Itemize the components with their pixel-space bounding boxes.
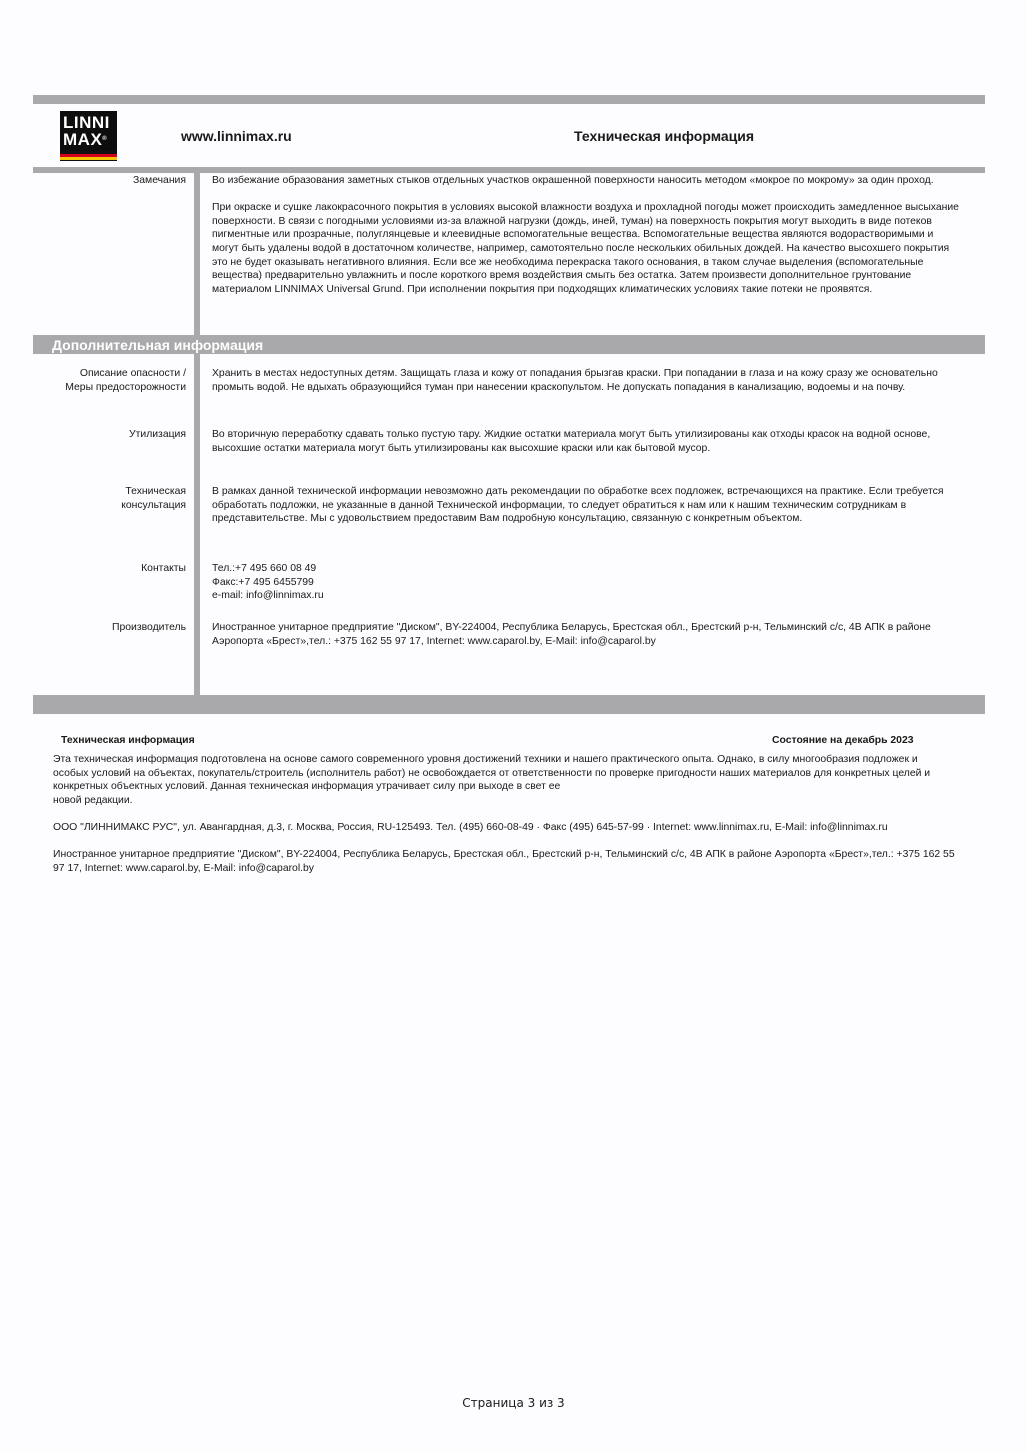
footer-disclaimer: Эта техническая информация подготовлена на основе самого современного уровня достижений техники и нашего практического опыта. Однако, в силу многообразия подложек и особых условий на объектах, покупатель/строитель (исполнитель работ) не освобождается от ответственности по проверке пригодности наших материалов для конкретных целей и конкретных объектных условий. Данная техническая информация утрачивает силу при выходе в свет ее новой редакции. — [53, 754, 931, 806]
disposal-label: Утилизация — [129, 429, 186, 440]
header-top-bar — [33, 95, 985, 104]
footer-company-ru: ООО "ЛИННИМАКС РУС", ул. Авангардная, д.3, г. Москва, Россия, RU-125493. Тел. (495) 660-08-49 · Факс (495) 645-57-99 · Internet: www.linnimax.ru, E-Mail: info@linnimax.ru — [53, 822, 888, 833]
header-title: Техническая информация — [574, 128, 755, 144]
content-bottom-bar — [33, 695, 985, 714]
contacts-label: Контакты — [141, 563, 186, 574]
section-title: Дополнительная информация — [52, 337, 264, 353]
website-url[interactable]: www.linnimax.ru — [181, 128, 292, 144]
contact-fax: Факс:+7 495 6455799 — [212, 576, 314, 588]
footer-status: Состояние на декабрь 2023 — [772, 735, 914, 746]
footer-title: Техническая информация — [61, 735, 195, 746]
header-bottom-bar — [33, 167, 985, 173]
footer-company-by: Иностранное унитарное предприятие "Диском", BY-224004, Республика Беларусь, Брестская обл., Брестский р-н, Тельминский с/с, 4В АПК в районе Аэропорта «Брест»,тел.: +375 162 55 97 17, Internet: www.caparol.by, E-Mail: info@caparol.by — [53, 849, 955, 874]
manufacturer-text: Иностранное унитарное предприятие "Диском", BY-224004, Республика Беларусь, Брестская обл., Брестский р-н, Тельминский с/с, 4В АПК в районе Аэропорта «Брест»,тел.: +375 162 55 97 17, Internet: www.caparol.by, E-Mail: info@caparol.by — [212, 622, 931, 647]
manufacturer-label: Производитель — [112, 622, 186, 633]
remarks-text: Во избежание образования заметных стыков отдельных участков окрашенной поверхности наносить методом «мокрое по мокрому» за один проход. При окраске и сушке лакокрасочного покрытия в условиях высокой влажности воздуха и прохладной погоды может происходить замедленное высыхание поверхности. В связи с погодными условиями из-за влажной нагрузки (дождь, иней, туман) на поверхность покрытия могут выходить в виде потеков пигментные или прозрачные, полуглянцевые и клеевидные вспомогательные вещества. Вспомогательные вещества являются водорастворимыми и могут быть удалены водой в достаточном количестве, например, самотоятельно после нескольких обильных дождей. На качество высохшего покрытия это не будет оказывать негативного влияния. Если все же необходима перекраска такого основания, в таком случае выделения (вспомогательные вещества) предварительно увлажнить и после короткого время воздействия смыть без остатка. Затем произвести дополнительное грунтование материалом LINNIMAX Universal Grund. При исполнении покрытия при подходящих климатических условиях такие потеки не проявятся. — [212, 175, 959, 295]
page-number: Страница 3 из 3 — [462, 1396, 565, 1410]
disposal-text: Во вторичную переработку сдавать только пустую тару. Жидкие остатки материала могут быть утилизированы как отходы красок на водной основе, высохшие остатки материала могут быть утилизированы как высохшие краски или как бытовой мусор. — [212, 429, 931, 454]
contact-phone: Тел.:+7 495 660 08 49 — [212, 563, 317, 574]
contacts-text — [212, 562, 982, 603]
consultation-text: В рамках данной технической информации невозможно дать рекомендации по обработке всех подложек, встречающихся на практике. Если требуется обработать подложки, не указанные в данной Технической информации, то следует обратиться к нам или к нашим техническим сотрудникам в представительстве. Мы с удовольствием предоставим Вам подробную консультацию, связанную с конкретным объектом. — [212, 486, 944, 525]
consultation-label: Техническая консультация — [121, 486, 186, 511]
contact-email[interactable]: e-mail: info@linnimax.ru — [212, 590, 324, 602]
column-divider — [194, 354, 200, 695]
linnimax-logo: LINNI MAX® — [60, 111, 117, 161]
column-divider — [194, 173, 200, 335]
remarks-label: Замечания — [133, 175, 186, 186]
hazard-text: Хранить в местах недоступных детям. Защищать глаза и кожу от попадания брызгав краски. При попадании в глаза и на кожу сразу же основательно промыть водой. Не вдыхать образующийся туман при нанесении краскопультом. Не допускать попадания в канализацию, водоемы и на почву. — [212, 368, 938, 393]
hazard-label: Описание опасности / Меры предосторожности — [65, 368, 186, 393]
